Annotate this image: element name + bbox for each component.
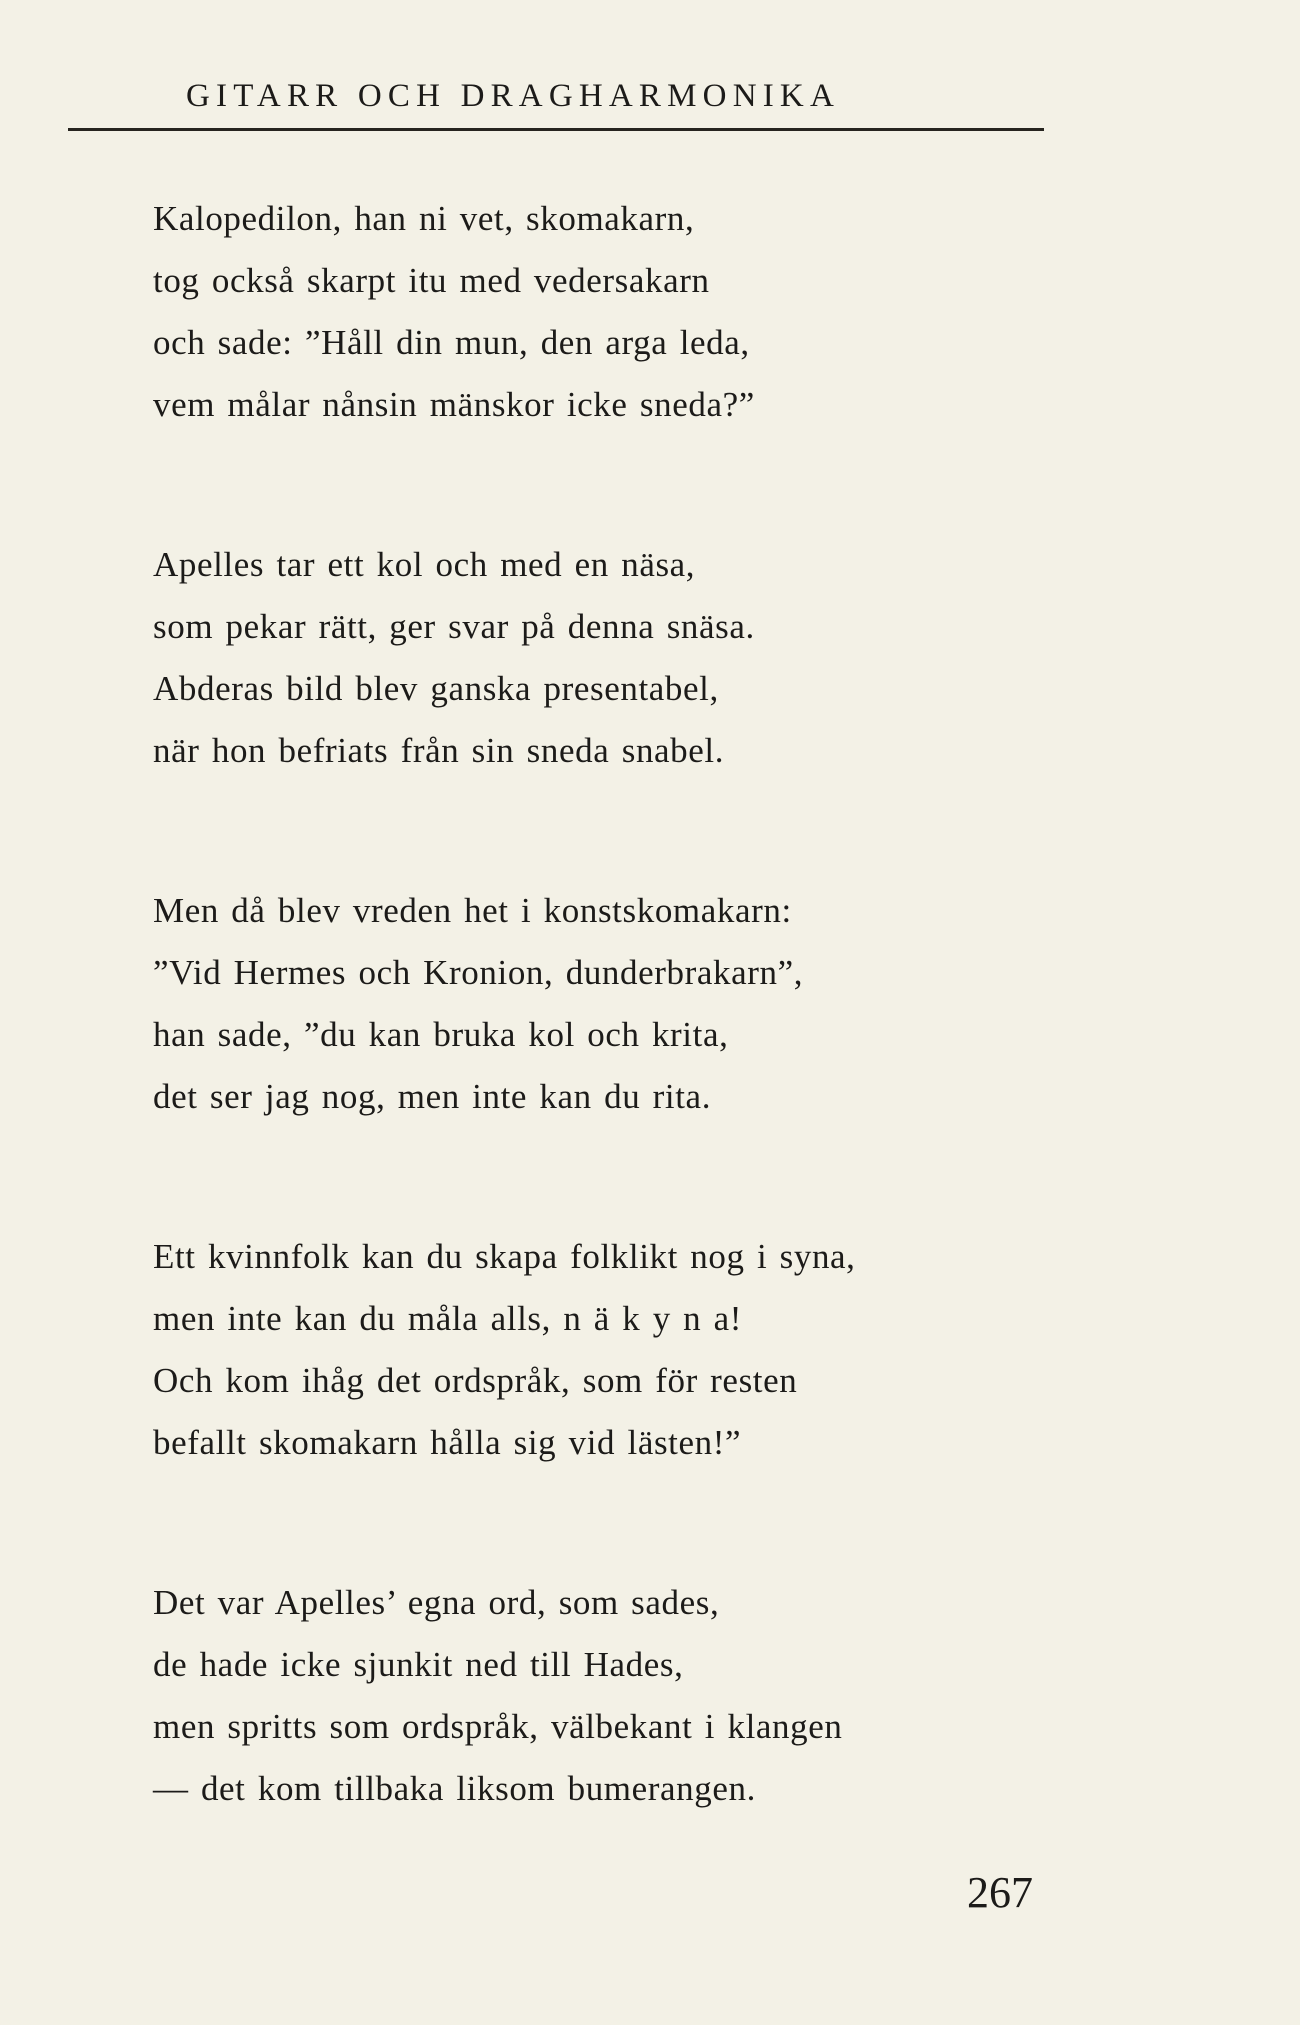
verse-line: han sade, ”du kan bruka kol och krita, [153,1015,729,1054]
poem-body [153,188,1153,1918]
stanza-5 [153,1572,1153,1820]
verse-line: Det var Apelles’ egna ord, som sades, [153,1583,720,1622]
verse-line: när hon befriats från sin sneda snabel. [153,731,725,770]
stanza-4 [153,1226,1153,1474]
stanza-3 [153,880,1153,1128]
verse-line: de hade icke sjunkit ned till Hades, [153,1645,684,1684]
stanza-2 [153,534,1153,782]
verse-line: men spritts som ordspråk, välbekant i klangen [153,1707,843,1746]
verse-line: Abderas bild blev ganska presentabel, [153,669,719,708]
verse-line: — det kom tillbaka liksom bumerangen. [153,1769,756,1808]
verse-line: Men då blev vreden het i konstskomakarn: [153,891,792,930]
verse-line: det ser jag nog, men inte kan du rita. [153,1077,712,1116]
verse-line: som pekar rätt, ger svar på denna snäsa. [153,607,755,646]
running-head: GITARR OCH DRAGHARMONIKA [186,78,840,114]
verse-line: vem målar nånsin mänskor icke sneda?” [153,385,755,424]
page-number: 267 [967,1868,1033,1917]
verse-line: Ett kvinnfolk kan du skapa folklikt nog i syna, [153,1237,856,1276]
verse-line: tog också skarpt itu med vedersakarn [153,261,710,300]
verse-line: ”Vid Hermes och Kronion, dunderbrakarn”, [153,953,804,992]
verse-line: Och kom ihåg det ordspråk, som för resten [153,1361,798,1400]
verse-line: Apelles tar ett kol och med en näsa, [153,545,696,584]
verse-line: men inte kan du måla alls, n ä k y n a! [153,1299,743,1338]
verse-line: Kalopedilon, han ni vet, skomakarn, [153,199,695,238]
stanza-1 [153,188,1153,436]
header-rule [68,128,1044,131]
verse-line: och sade: ”Håll din mun, den arga leda, [153,323,750,362]
verse-line: befallt skomakarn hålla sig vid lästen!” [153,1423,742,1462]
